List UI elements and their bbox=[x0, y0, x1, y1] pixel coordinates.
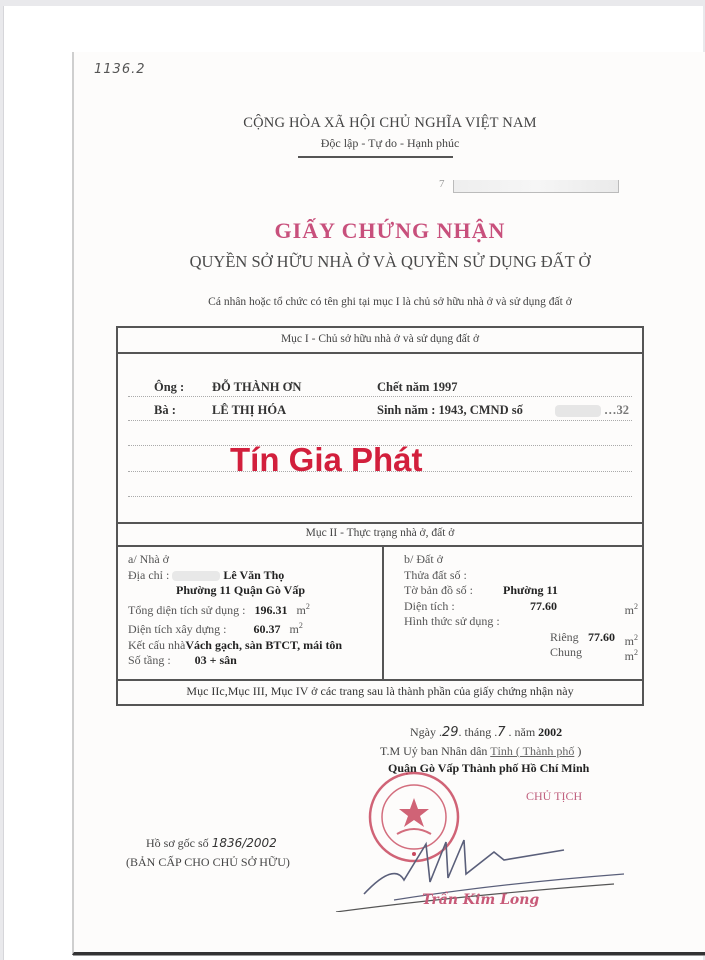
dotted-rule bbox=[128, 396, 632, 397]
land-title: b/ Đất ở bbox=[404, 552, 444, 566]
intro-text: Cá nhân hoặc tổ chức có tên ghi tại mục I là chủ sở hữu nhà ở và sử dụng đất ở bbox=[208, 296, 572, 308]
authority-name: Quận Gò Vấp Thành phố Hồ Chí Minh bbox=[388, 761, 590, 775]
position-title: CHỦ TỊCH bbox=[526, 789, 583, 803]
map-row: Tờ bản đồ số : Phường 11 bbox=[404, 583, 558, 597]
certificate-subtitle: QUYỀN SỞ HỮU NHÀ Ở VÀ QUYỀN SỬ DỤNG ĐẤT Ở bbox=[189, 252, 591, 271]
section2-heading: Mục II - Thực trạng nhà ở, đất ở bbox=[305, 527, 455, 539]
usage-row: Hình thức sử dụng : bbox=[404, 614, 500, 628]
section1-heading: Mục I - Chủ sở hữu nhà ở và sử dụng đất ở bbox=[280, 333, 480, 345]
divider bbox=[118, 352, 642, 354]
owner2-name: LÊ THỊ HÓA bbox=[212, 403, 287, 417]
national-motto: Độc lập - Tự do - Hạnh phúc bbox=[320, 136, 460, 150]
serial-number-redacted bbox=[439, 178, 617, 194]
certificate-title: GIẤY CHỨNG NHẬN bbox=[274, 218, 506, 243]
plot-row: Thửa đất số : bbox=[404, 567, 467, 582]
divider bbox=[118, 545, 642, 547]
screenshot-frame bbox=[3, 6, 703, 960]
address-redaction bbox=[172, 571, 220, 581]
certificate-table bbox=[116, 326, 644, 706]
build-area-row: Diện tích xây dựng : 60.37 $m^2$ bbox=[128, 621, 303, 636]
structure-row: Kết cấu nhàVách gạch, sàn BTCT, mái tôn bbox=[128, 637, 343, 652]
handwritten-ref-note: 1136.2 bbox=[94, 62, 146, 77]
floors-row: Số tầng : 03 + sân bbox=[128, 653, 237, 667]
owner2-label: Bà : bbox=[154, 403, 176, 417]
issue-date: Ngày .29. tháng .7 . năm 2002 bbox=[410, 725, 563, 740]
id-redaction bbox=[555, 405, 601, 417]
owner2-note: Sinh năm : 1943, CMND số bbox=[377, 403, 523, 417]
header-divider bbox=[298, 156, 453, 158]
owner1-note: Chết năm 1997 bbox=[377, 380, 458, 394]
column-divider bbox=[382, 546, 384, 680]
copy-note: (BẢN CẤP CHO CHỦ SỞ HỮU) bbox=[126, 855, 290, 869]
total-area-row: Tổng diện tích sử dụng : 196.31 $m^2$ bbox=[128, 601, 310, 617]
watermark-text: Tín Gia Phát bbox=[230, 441, 423, 478]
owner1-label: Ông : bbox=[154, 380, 185, 394]
certificate-page bbox=[72, 52, 705, 955]
owner1-name: ĐỖ THÀNH ƠN bbox=[212, 380, 302, 394]
address-line2: Phường 11 Quận Gò Vấp bbox=[176, 583, 305, 597]
address-row: Địa chỉ : Lê Văn Thọ bbox=[128, 567, 285, 582]
shared-row: Chung $m^2$ bbox=[550, 645, 638, 663]
land-area-row: Diện tích : 77.60 $m^2$ bbox=[404, 598, 638, 617]
dotted-rule bbox=[128, 420, 632, 421]
redaction-blur bbox=[453, 180, 619, 193]
house-details bbox=[128, 552, 378, 669]
house-title: a/ Nhà ở bbox=[128, 552, 169, 566]
divider bbox=[118, 679, 642, 681]
country-header: CỘNG HÒA XÃ HỘI CHỦ NGHĨA VIỆT NAM bbox=[243, 115, 537, 131]
land-details bbox=[404, 552, 640, 661]
owner2-id-tail: …32 bbox=[604, 403, 629, 417]
footer-note: Mục IIc,Mục III, Mục IV ở các trang sau là thành phần của giấy chứng nhận này bbox=[186, 684, 574, 698]
authority-line: T.M Uỷ ban Nhân dân Tỉnh ( Thành phố ) bbox=[380, 744, 582, 758]
file-number-row: Hồ sơ gốc số 1836/2002 bbox=[146, 836, 277, 850]
divider bbox=[118, 522, 642, 524]
signer-name: Trần Kim Long bbox=[422, 892, 540, 908]
dotted-rule bbox=[128, 496, 632, 497]
serial-prefix: 7 bbox=[439, 178, 445, 190]
private-row: Riêng 77.60 $m^2$ bbox=[550, 629, 638, 648]
